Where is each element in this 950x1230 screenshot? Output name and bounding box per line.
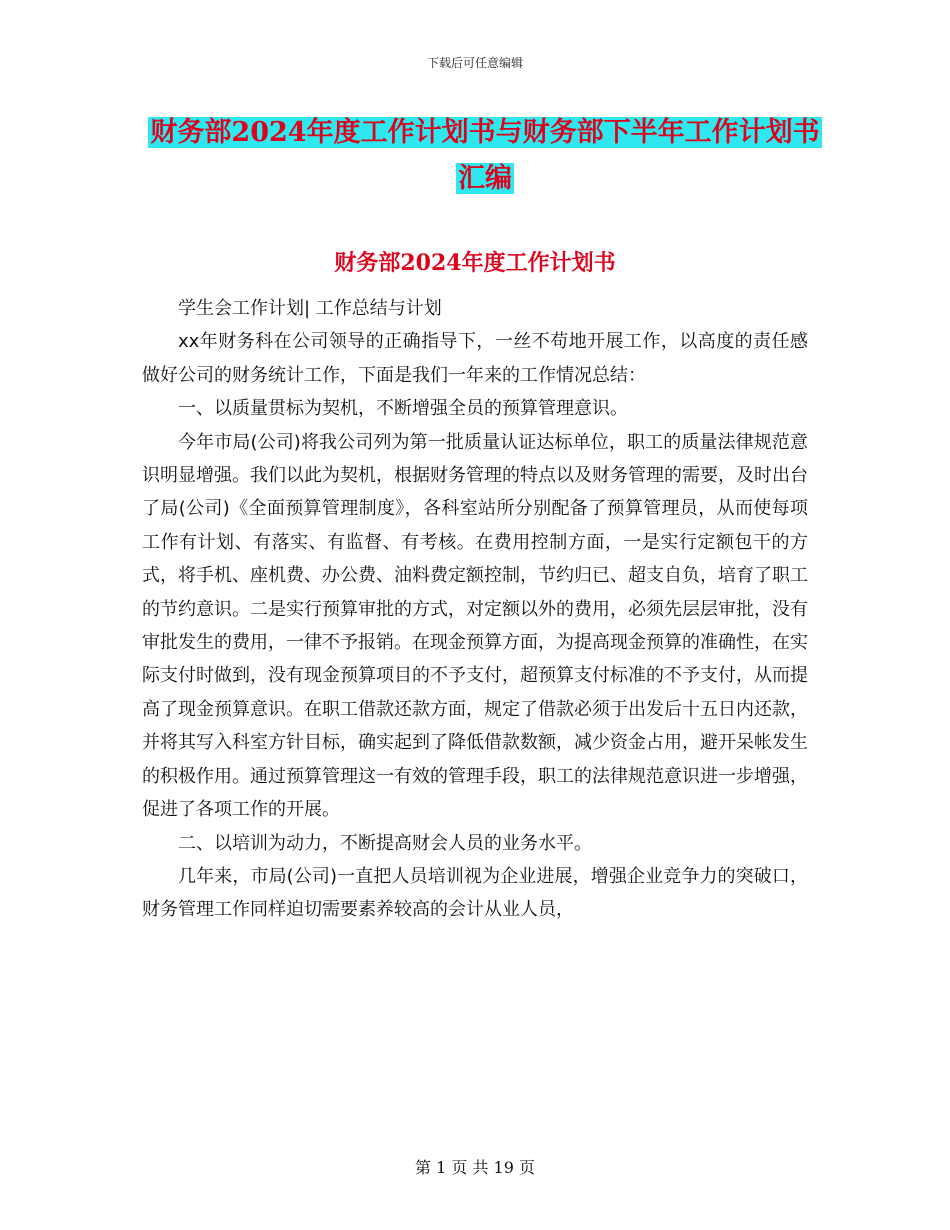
paragraph: 今年市局(公司)将我公司列为第一批质量认证达标单位，职工的质量法律规范意识明显增强。我们以此为契机，根据财务管理的特点以及财务管理的需要，及时出台了局(公司)《全面预算管理制度》，各科室站所分别配备了预算管理员，从而使每项工作有计划、有落实、有监督、有考核。在费用控制方面，一是实行定额包干的方式，将手机、座机费、办公费、油料费定额控制，节约归已、超支自负，培育了职工的节约意识。二是实行预算审批的方式，对定额以外的费用，必须先层层审批，没有审批发生的费用，一律不予报销。在现金预算方面，为提高现金预算的准确性，在实际支付时做到，没有现金预算项目的不予支付，超预算支付标准的不予支付，从而提高了现金预算意识。在职工借款还款方面，规定了借款必须于出发后十五日内还款，并将其写入科室方针目标，确实起到了降低借款数额，减少资金占用，避开呆帐发生的积极作用。通过预算管理这一有效的管理手段，职工的法律规范意识进一步增强，促进了各项工作的开展。	[142, 431, 808, 821]
document-title-text: 财务部2024年度工作计划书与财务部下半年工作计划书汇编	[150, 117, 820, 194]
document-body	[142, 292, 808, 927]
paragraph-heading: 二、以培训为动力，不断提高财会人员的业务水平。	[178, 832, 592, 854]
document-title	[140, 110, 830, 202]
paragraph: xx年财务科在公司领导的正确指导下，一丝不苟地开展工作，以高度的责任感做好公司的财务统计工作，下面是我们一年来的工作情况总结：	[142, 331, 808, 386]
paragraph: 几年来，市局(公司)一直把人员培训视为企业进展，增强企业竞争力的突破口，财务管理工作同样迫切需要素养较高的会计从业人员，	[142, 865, 808, 921]
paragraph-heading: 一、以质量贯标为契机，不断增强全员的预算管理意识。	[178, 398, 628, 420]
section-title: 财务部2024年度工作计划书	[334, 250, 616, 276]
header-note: 下载后可任意编辑	[426, 56, 523, 70]
paragraph: 学生会工作计划| 工作总结与计划	[178, 298, 442, 319]
page-footer: 第 1 页 共 19 页	[415, 1158, 535, 1177]
